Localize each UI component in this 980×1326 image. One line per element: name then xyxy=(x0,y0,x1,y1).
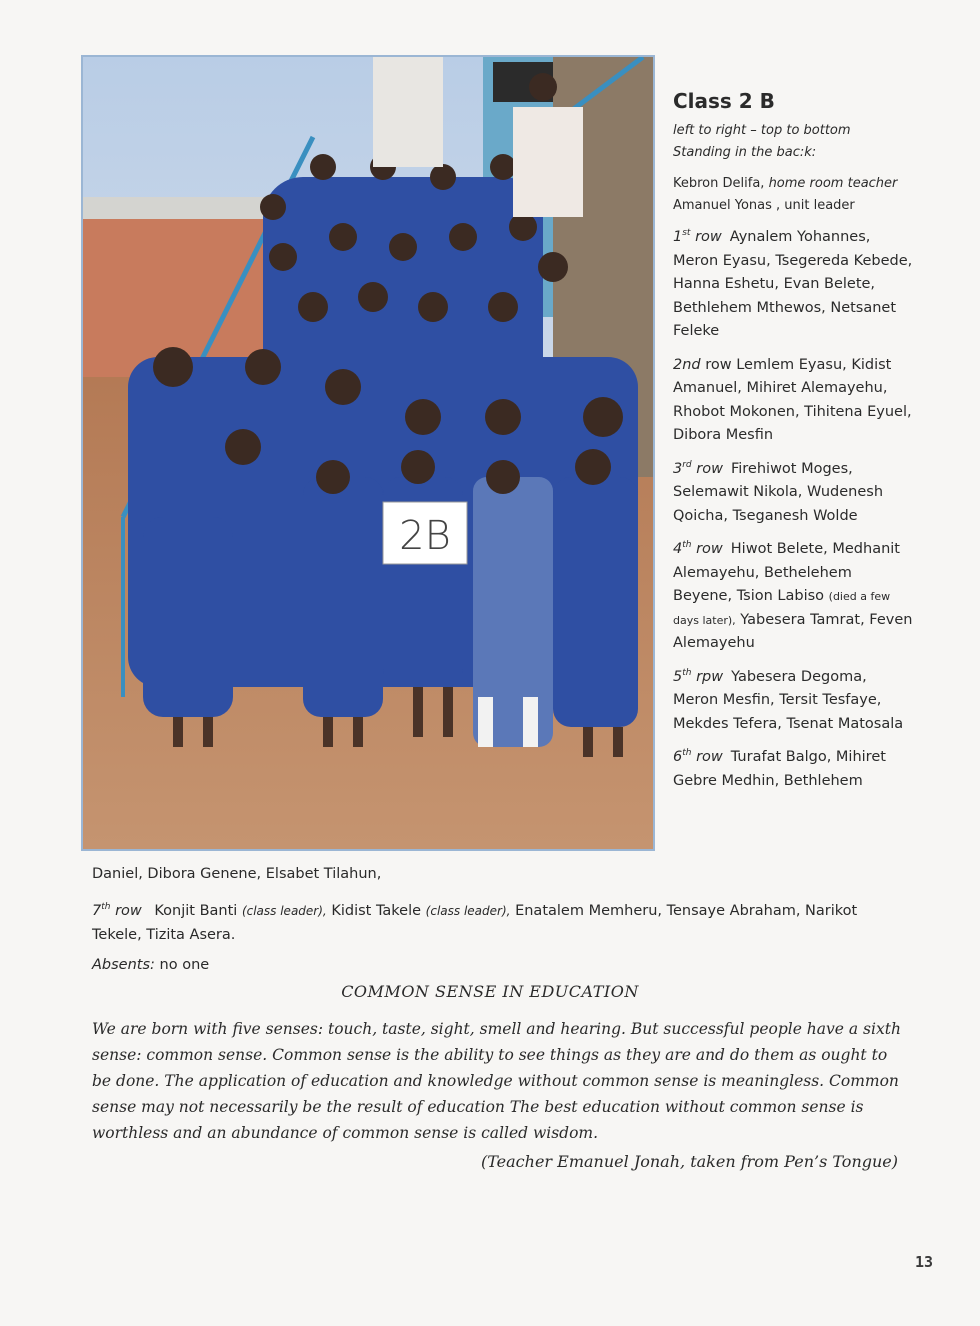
row-7-note-2: (class leader), xyxy=(425,904,511,918)
row-6-continuation: Daniel, Dibora Genene, Elsabet Tilahun, xyxy=(92,866,382,882)
row-3-label: 3rd row xyxy=(673,459,723,477)
row-7-name-1: Konjit Banti xyxy=(154,903,238,919)
absents-label: Absents: xyxy=(92,957,155,973)
row-7-rest: Enatalem Memheru, Tensaye Abraham, Narikot Tekele, Tizita Asera. xyxy=(92,903,858,943)
teacher-1 xyxy=(673,173,913,195)
order-line-2: Standing in the bac:k: xyxy=(673,144,817,160)
row-1-names: Aynalem Yohannes, Meron Eyasu, Tsegereda Kebede, Hanna Eshetu, Evan Belete, Bethlehem Mthewos, Netsanet Feleke xyxy=(673,229,913,339)
row-7 xyxy=(92,899,892,947)
row-4-note: (died a few days later), xyxy=(673,590,891,627)
row-5 xyxy=(673,666,913,737)
teacher-1-name: Kebron Delifa, xyxy=(673,176,765,191)
teacher-1-role: home room teacher xyxy=(768,176,898,191)
class-photo-illustration xyxy=(83,57,653,849)
row-6-names: Turafat Balgo, Mihiret Gebre Medhin, Bethlehem xyxy=(673,749,886,789)
row-2-names: Lemlem Eyasu, Kidist Amanuel, Mihiret Alemayehu, Rhobot Mokonen, Tihitena Eyuel, Dibora Mesfin xyxy=(673,356,912,443)
row-3-names: Firehiwot Moges, Selemawit Nikola, Wudenesh Qoicha, Tseganesh Wolde xyxy=(673,460,884,524)
absents-value: no one xyxy=(159,957,210,973)
page-number: 13 xyxy=(914,1253,933,1271)
row-5-names: Yabesera Degoma, Meron Mesfin, Tersit Tesfaye, Mekdes Tefera, Tsenat Matosala xyxy=(673,668,904,732)
sign-text: 2B xyxy=(399,513,451,559)
row-1-label: 1st row xyxy=(673,228,722,245)
row-4-label: 4th row xyxy=(673,540,723,557)
order-line-1: left to right – top to bottom xyxy=(673,123,851,138)
absents xyxy=(92,957,209,973)
row-7-name-2: Kidist Takele xyxy=(331,903,422,919)
row-6-label: 6th row xyxy=(673,748,723,765)
row-2 xyxy=(673,354,913,448)
caption-sidebar xyxy=(673,88,913,793)
row-4-names-b: Yabesera Tamrat, Feven Alemayehu xyxy=(673,611,913,651)
row-7-label: 7th row xyxy=(92,902,142,919)
class-photo xyxy=(81,55,655,851)
row-4-names-a: Hiwot Belete, Medhanit Alemayehu, Bethelehem Beyene, Tsion Labiso xyxy=(673,541,900,604)
row-5-label: 5th rpw xyxy=(673,667,724,685)
row-6 xyxy=(673,746,913,793)
row-4 xyxy=(673,538,913,656)
row-2-word: row xyxy=(705,356,732,373)
row-1 xyxy=(673,226,913,344)
class-title: Class 2 B xyxy=(673,89,775,113)
essay-title: COMMON SENSE IN EDUCATION xyxy=(341,982,639,1001)
teacher-2: Amanuel Yonas , unit leader xyxy=(673,197,855,213)
row-7-note-1: (class leader), xyxy=(241,904,327,918)
row-2-num: 2nd xyxy=(673,356,701,373)
essay-credit: (Teacher Emanuel Jonah, taken from Pen’s Tongue) xyxy=(481,1152,898,1171)
essay-body: We are born with five senses: touch, taste, sight, smell and hearing. But successful people have a sixth sense: common sense. Common sense is the ability to see things as they are and do them as ought to be done. The application of education and knowledge without common sense is meaningless. Common sense may not necessarily be the result of education The best education without common sense is worthless and an abundance of common sense is called wisdom. xyxy=(92,1020,901,1142)
row-3 xyxy=(673,458,913,529)
